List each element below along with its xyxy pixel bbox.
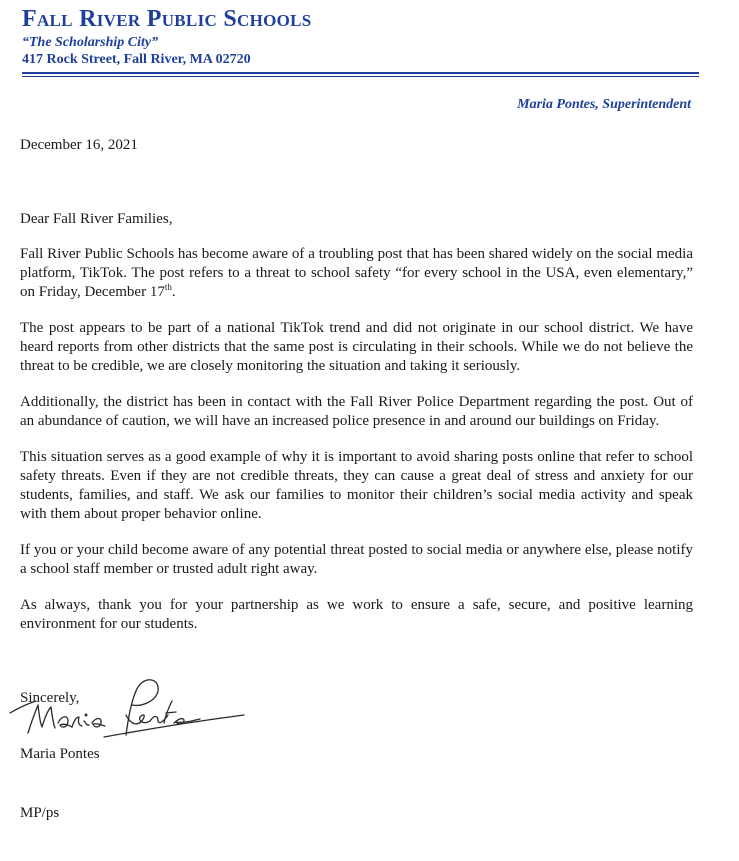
address: 417 Rock Street, Fall River, MA 02720 [22,52,251,67]
reference-initials: MP/ps [20,805,60,821]
signer-name: Maria Pontes [20,746,100,762]
paragraph-5: If you or your child become aware of any potential threat posted to social media or anywhere else, please notify a school staff member or trusted adult right away. [20,542,693,577]
signature-image [8,665,258,745]
paragraph-1-text: Fall River Public Schools has become aware of a troubling post that has been shared widely on the social media platform, TikTok. The post refers to a threat to school safety “for every school in the USA, even elementary,” on Friday, December 17 [20,246,693,300]
paragraph-2: The post appears to be part of a national TikTok trend and did not originate in our school district. We have heard reports from other districts that the same post is circulating in their schools. While we do not believe the threat to be credible, we are closely monitoring the situation and taking it seriously. [20,320,693,374]
letterhead [22,4,312,68]
paragraph-4: This situation serves as a good example of why it is important to avoid sharing posts online that refer to school safety threats. Even if they are not credible threats, they can cause a great deal of stress and anxiety for our students, families, and staff. We ask our families to monitor their children’s social media activity and speak with them about proper behavior online. [20,449,693,522]
paragraph-6: As always, thank you for your partnership as we work to ensure a safe, secure, and positive learning environment for our students. [20,597,693,632]
superintendent-line: Maria Pontes, Superintendent [517,97,691,112]
letter-body [20,210,693,651]
header-rule-thin [22,76,699,77]
ordinal-suffix: th [164,282,172,292]
header-rule [22,72,699,74]
org-name: Fall River Public Schools [22,6,312,32]
paragraph-1-end: . [171,284,176,300]
closing: Sincerely, [20,690,80,706]
letter-date: December 16, 2021 [20,137,138,153]
motto: “The Scholarship City” [22,35,159,50]
salutation: Dear Fall River Families, [20,211,173,227]
paragraph-1 [20,245,693,302]
paragraph-3: Additionally, the district has been in contact with the Fall River Police Department regarding the post. Out of an abundance of caution, we will have an increased police presence in and around our buildings on Friday. [20,394,693,429]
